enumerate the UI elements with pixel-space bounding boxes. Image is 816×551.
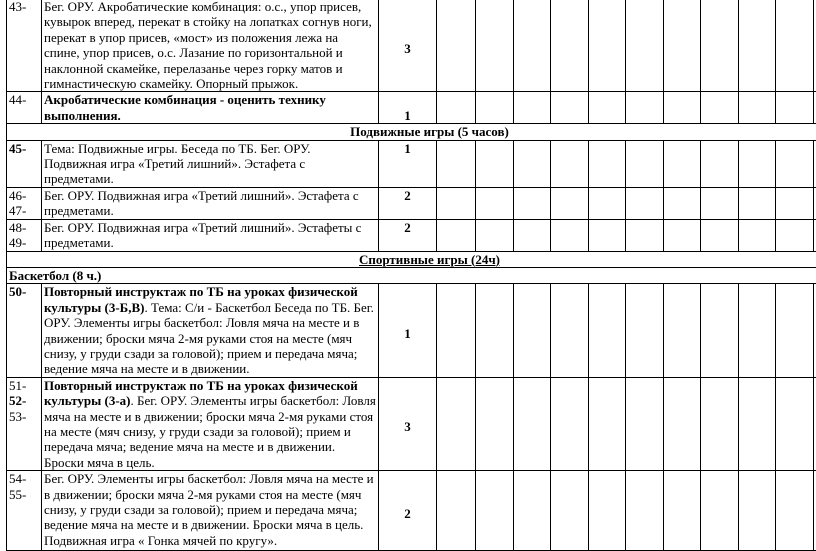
lesson-topic: Тема: Подвижные игры. Беседа по ТБ. Бег. ОРУ. Подвижная игра «Третий лишний». Эстафета с предметами. [42, 140, 379, 187]
lesson-hours: 1 [379, 140, 437, 187]
lesson-number: 46- 47- [7, 187, 42, 219]
table-row [7, 377, 816, 470]
lesson-hours: 2 [379, 187, 437, 219]
section-title: Спортивные игры (24ч) [7, 251, 816, 267]
lesson-topic: Повторный инструктаж по ТБ на уроках физической культуры (3-а). Бег. ОРУ. Элементы игры баскетбол: Ловля мяча на месте и в движении; броски мяча 2-мя руками стоя на месте (мяч снизу, у груди сзади за головой); прием и передача мяча; ведение мяча на месте и в движении. Броски мяча в цель. [42, 377, 379, 470]
table-row [7, 187, 816, 219]
section-title: Подвижные игры (5 часов) [7, 124, 816, 140]
table-row [7, 471, 816, 551]
lesson-topic: Акробатические комбинация - оценить технику выполнения. [42, 92, 379, 124]
lesson-topic: Бег. ОРУ. Акробатические комбинация: о.с., упор присев, кувырок вперед, перекат в стойку на лопатках согнув ноги, перекат в упор присев, «мост» из положения лежа на спине, упор присев, о.с. Лазание по горизонтальной и наклонной скамейке, перелазанье через горку матов и гимнастическую скамейку. Опорный прыжок. [42, 0, 379, 92]
lesson-hours: 2 [379, 219, 437, 251]
table-row [7, 140, 816, 187]
section-row [7, 251, 816, 267]
lesson-hours: 3 [379, 0, 437, 92]
lesson-topic: Повторный инструктаж по ТБ на уроках физической культуры (3-Б,В). Тема: С/и - Баскетбол Беседа по ТБ. Бег. ОРУ. Элементы игры баскетбол: Ловля мяча на месте и в движении; броски мяча 2-мя руками стоя на месте (мяч снизу, у груди сзади за головой); прием и передача мяча; ведение мяча на месте и в движении. [42, 284, 379, 377]
lesson-hours: 1 [379, 92, 437, 124]
table-row [7, 219, 816, 251]
lesson-hours: 1 [379, 284, 437, 377]
lesson-plan-table [6, 0, 816, 551]
lesson-topic: Бег. ОРУ. Подвижная игра «Третий лишний». Эстафета с предметами. [42, 187, 379, 219]
lesson-number: 44- [7, 92, 42, 124]
subsection-row [7, 267, 816, 283]
table-row [7, 284, 816, 377]
lesson-number: 54- 55- [7, 471, 42, 551]
table-row [7, 0, 816, 92]
lesson-number: 48- 49- [7, 219, 42, 251]
lesson-number: 45- [7, 140, 42, 187]
subsection-title: Баскетбол (8 ч.) [7, 267, 816, 283]
lesson-topic: Бег. ОРУ. Элементы игры баскетбол: Ловля мяча на месте и в движении; броски мяча 2-мя руками стоя на месте (мяч снизу, у груди сзади за головой); прием и передача мяча; ведение мяча на месте и в движении. Броски мяча в цель. Подвижная игра « Гонка мячей по кругу». [42, 471, 379, 551]
lesson-hours: 3 [379, 377, 437, 470]
lesson-number: 43- [7, 0, 42, 92]
lesson-hours: 2 [379, 471, 437, 551]
section-row [7, 124, 816, 140]
lesson-number: 51- 52- 53- [7, 377, 42, 470]
lesson-topic: Бег. ОРУ. Подвижная игра «Третий лишний». Эстафеты с предметами. [42, 219, 379, 251]
lesson-number: 50- [7, 284, 42, 377]
table-row [7, 92, 816, 124]
